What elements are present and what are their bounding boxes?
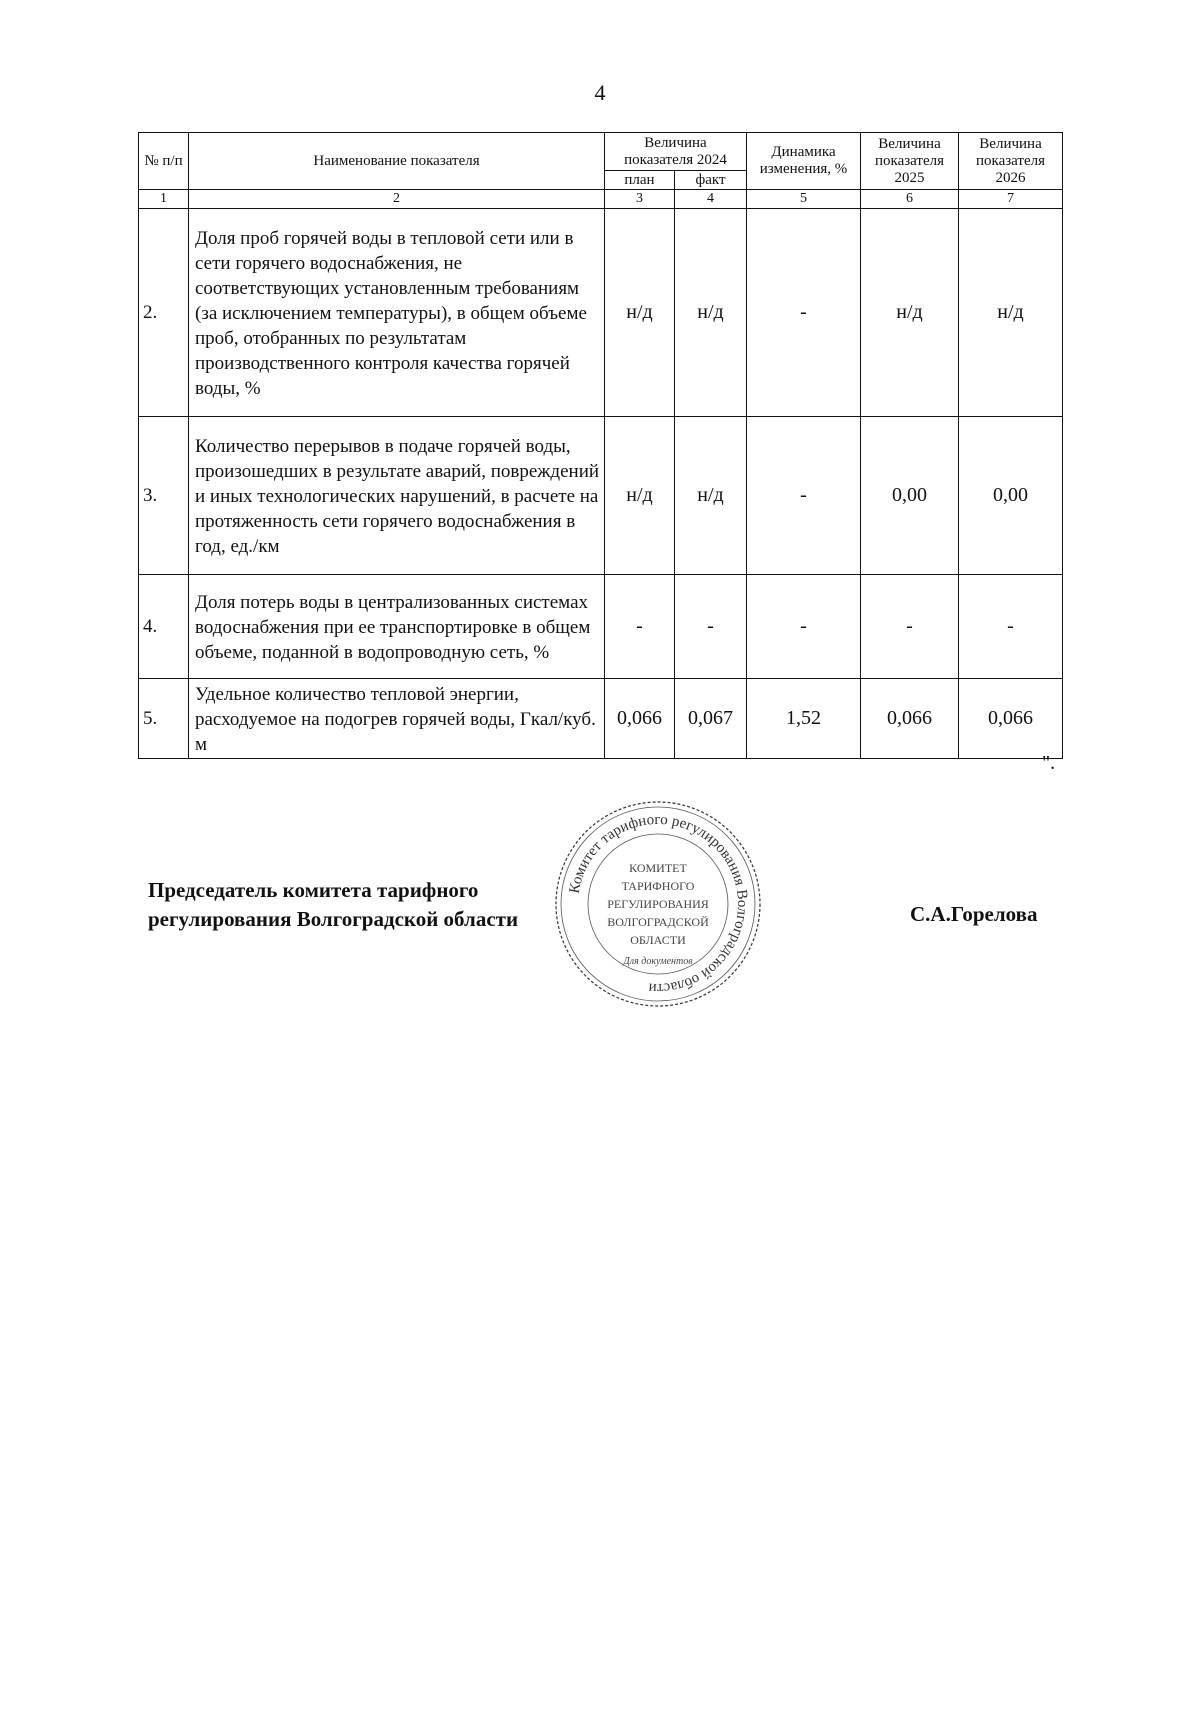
row-number: 4.: [139, 575, 189, 679]
value-2026: 0,00: [959, 417, 1063, 575]
table-row: [139, 417, 1063, 575]
column-numbers-row: [139, 190, 1063, 209]
value-2025: н/д: [861, 209, 959, 417]
table-row: [139, 679, 1063, 759]
value-fact: н/д: [675, 417, 747, 575]
seal-inner-line: КОМИТЕТ: [629, 861, 687, 875]
value-2025: -: [861, 575, 959, 679]
table-row: [139, 575, 1063, 679]
value-fact: -: [675, 575, 747, 679]
value-plan: -: [605, 575, 675, 679]
signer-title: [148, 876, 518, 934]
signer-name: С.А.Горелова: [910, 902, 1038, 926]
seal-inner-line: ВОЛГОГРАДСКОЙ: [607, 915, 709, 929]
value-dynamics: 1,52: [747, 679, 861, 759]
value-2025: 0,066: [861, 679, 959, 759]
row-number: 5.: [139, 679, 189, 759]
header-row: [139, 133, 1063, 171]
value-plan: н/д: [605, 209, 675, 417]
header-value-2025: Величина показателя 2025: [861, 133, 959, 190]
row-number: 3.: [139, 417, 189, 575]
closing-quote: ".: [1042, 752, 1056, 774]
value-dynamics: -: [747, 575, 861, 679]
value-2026: 0,066: [959, 679, 1063, 759]
column-number: 1: [139, 190, 189, 209]
row-number: 2.: [139, 209, 189, 417]
column-number: 6: [861, 190, 959, 209]
value-2026: н/д: [959, 209, 1063, 417]
value-dynamics: -: [747, 417, 861, 575]
seal-outer-text: Комитет тарифного регулирования Волгоградской области: [566, 811, 751, 997]
column-number: 3: [605, 190, 675, 209]
header-value-2026: Величина показателя 2026: [959, 133, 1063, 190]
column-number: 4: [675, 190, 747, 209]
seal-bottom-text: Для документов: [623, 956, 693, 967]
header-name: Наименование показателя: [189, 133, 605, 190]
value-plan: н/д: [605, 417, 675, 575]
page-number: 4: [594, 80, 606, 105]
value-2026: -: [959, 575, 1063, 679]
signer-title-line: регулирования Волгоградской области: [148, 907, 519, 931]
header-value-2024: Величина показателя 2024: [605, 133, 747, 171]
indicator-name: Количество перерывов в подаче горячей воды, произошедших в результате аварий, повреждений и иных технологических нарушений, в расчете на протяженность сети горячего водоснабжения в год, ед./км: [189, 417, 605, 575]
value-plan: 0,066: [605, 679, 675, 759]
value-fact: 0,067: [675, 679, 747, 759]
table-row: [139, 209, 1063, 417]
column-number: 7: [959, 190, 1063, 209]
header-dynamics: Динамика изменения, %: [747, 133, 861, 190]
value-2025: 0,00: [861, 417, 959, 575]
seal-inner-line: ОБЛАСТИ: [630, 933, 686, 947]
signer-title-line: Председатель комитета тарифного: [148, 878, 479, 902]
indicator-name: Удельное количество тепловой энергии, расходуемое на подогрев горячей воды, Гкал/куб. м: [189, 679, 605, 759]
official-seal: [552, 798, 764, 1010]
column-number: 5: [747, 190, 861, 209]
column-number: 2: [189, 190, 605, 209]
indicator-name: Доля потерь воды в централизованных системах водоснабжения при ее транспортировке в общем объеме, поданной в водопроводную сеть, %: [189, 575, 605, 679]
seal-inner-line: ТАРИФНОГО: [621, 879, 695, 893]
indicators-table: [138, 132, 1063, 759]
seal-inner-line: РЕГУЛИРОВАНИЯ: [607, 897, 709, 911]
value-fact: н/д: [675, 209, 747, 417]
header-num: № п/п: [139, 133, 189, 190]
value-dynamics: -: [747, 209, 861, 417]
indicator-name: Доля проб горячей воды в тепловой сети или в сети горячего водоснабжения, не соответствующих установленным требованиям (за исключением температуры), в общем объеме проб, отобранных по результатам производственного контроля качества горячей воды, %: [189, 209, 605, 417]
header-fact: факт: [675, 171, 747, 190]
header-plan: план: [605, 171, 675, 190]
